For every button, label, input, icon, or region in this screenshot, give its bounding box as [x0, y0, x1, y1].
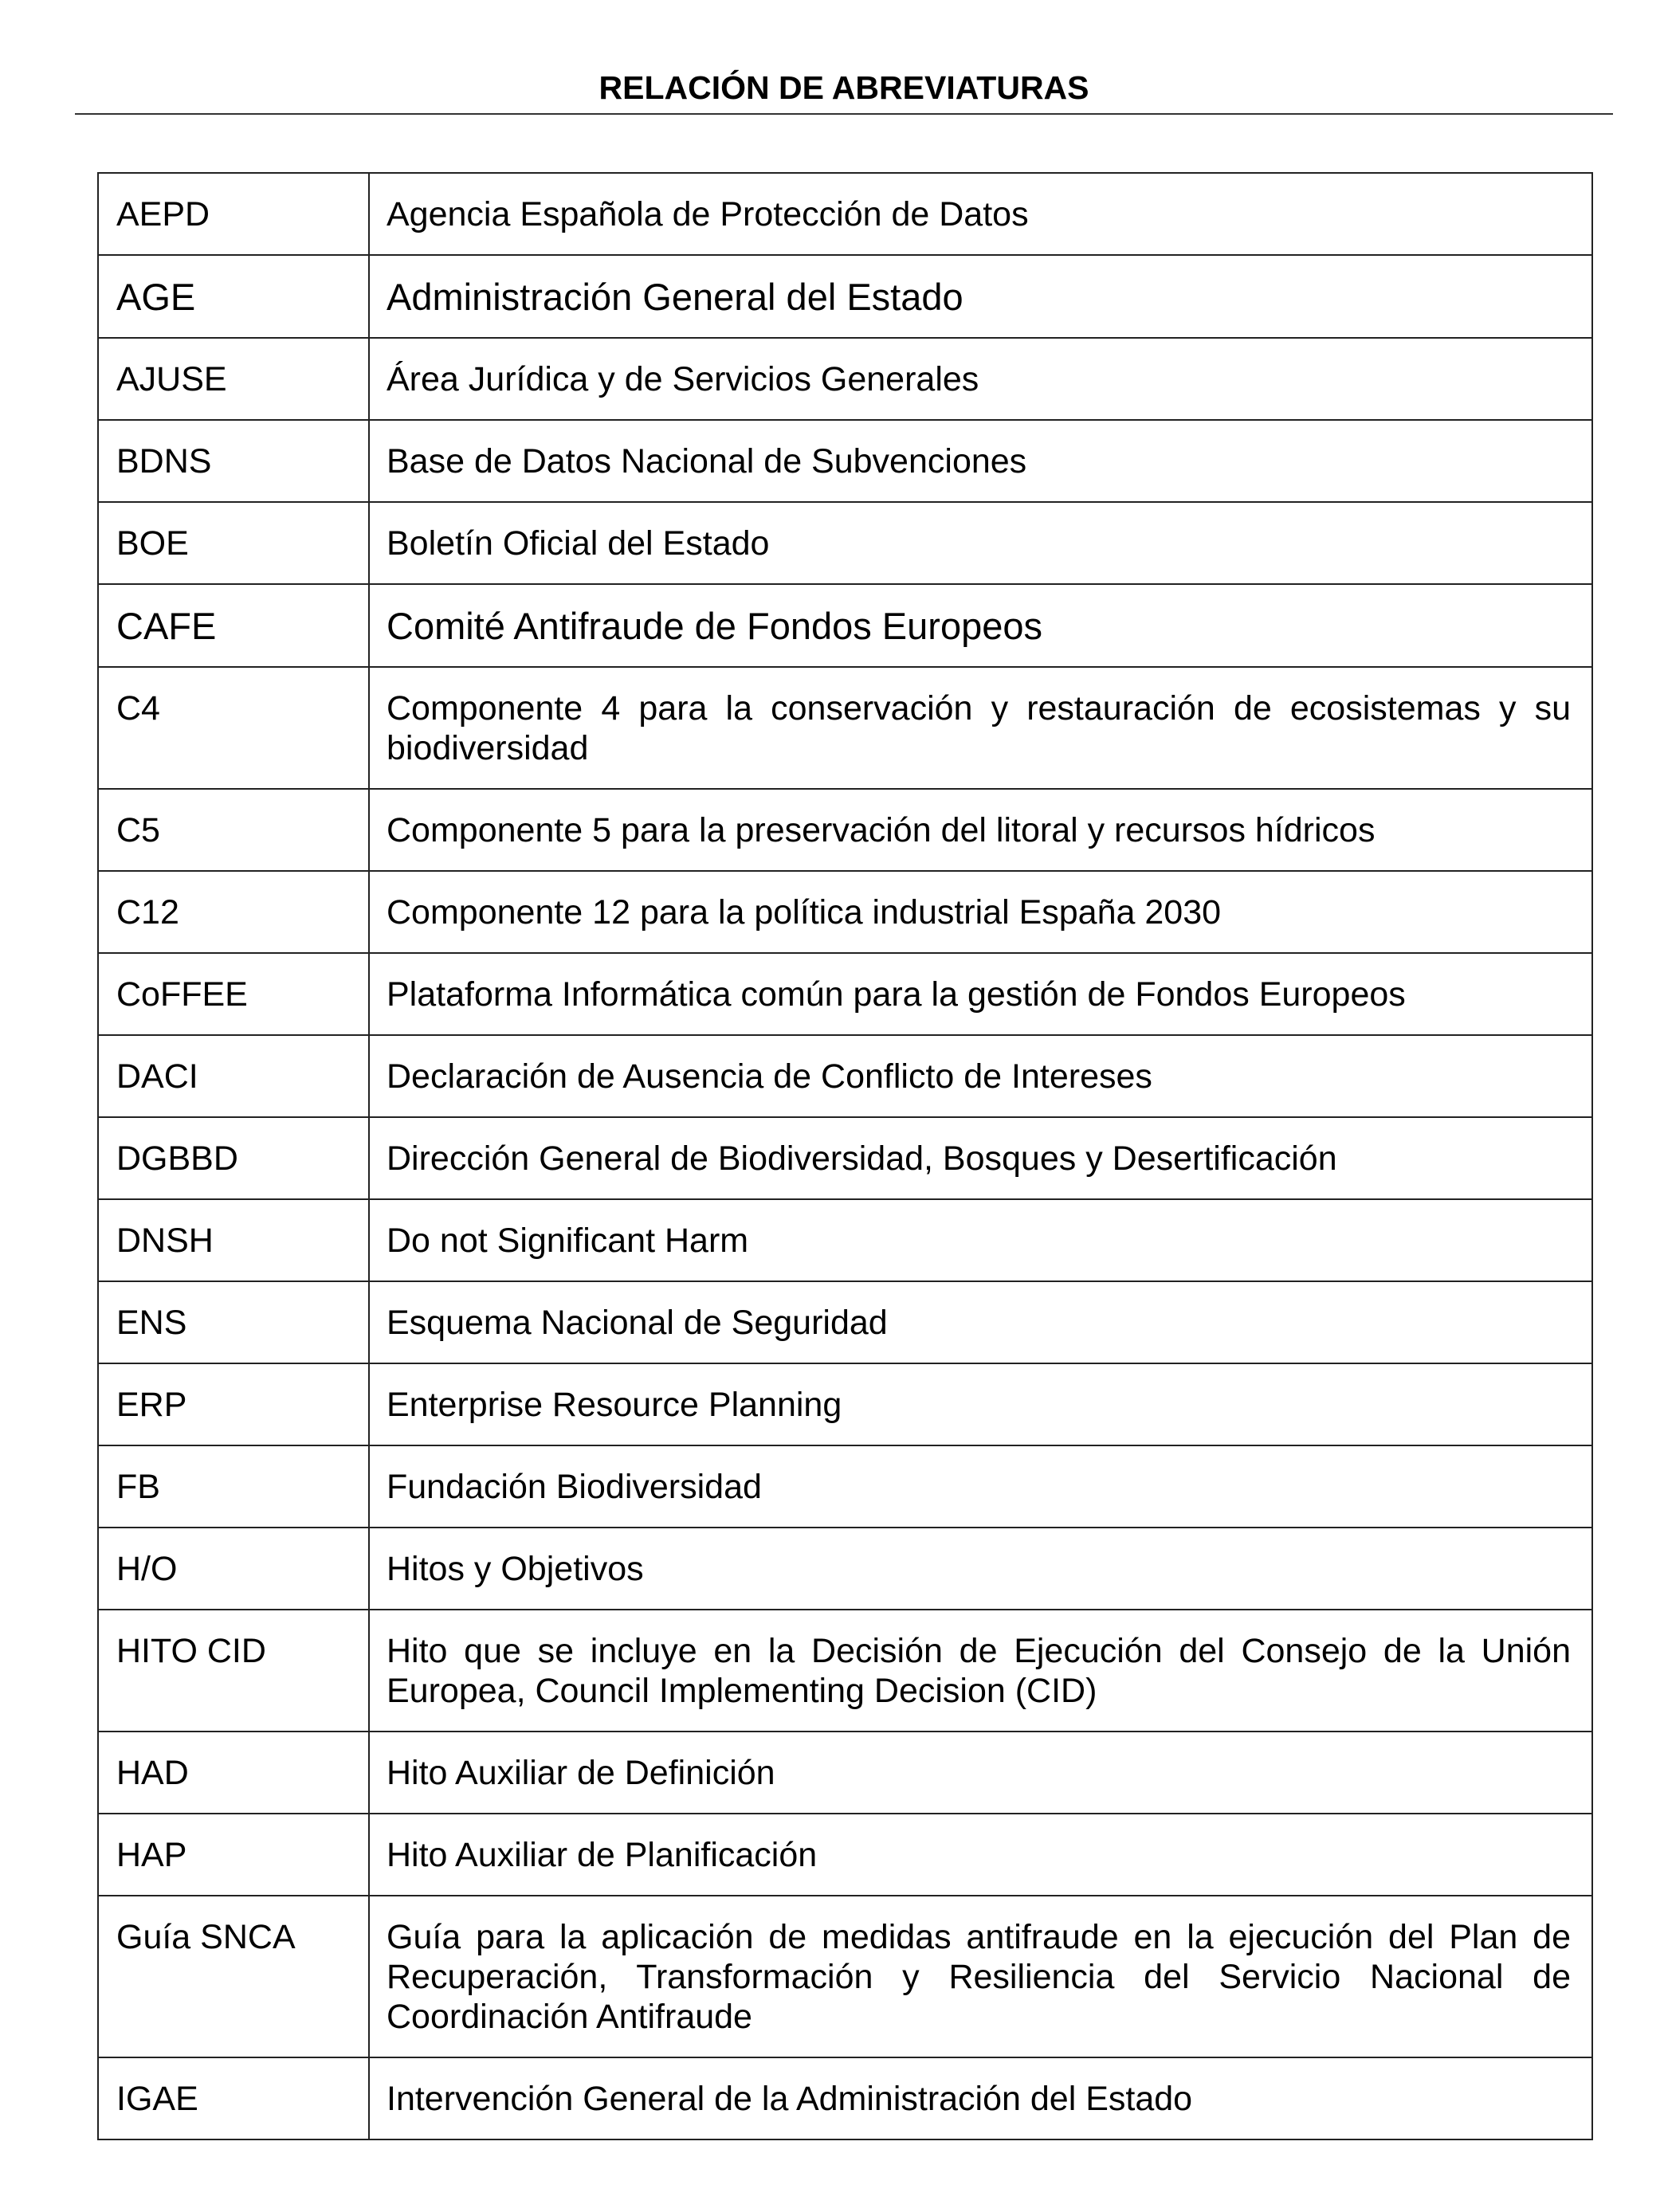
table-row: [98, 1117, 1592, 1199]
abbreviation-cell: HITO CID: [98, 1610, 369, 1732]
table-row: [98, 1610, 1592, 1732]
meaning-cell: Declaración de Ausencia de Conflicto de Intereses: [369, 1035, 1592, 1117]
abbreviation-cell: ERP: [98, 1363, 369, 1445]
abbreviation-cell: BOE: [98, 502, 369, 584]
table-row: [98, 667, 1592, 789]
table-row: [98, 1035, 1592, 1117]
page-title: RELACIÓN DE ABREVIATURAS: [598, 69, 1089, 106]
meaning-cell: Boletín Oficial del Estado: [369, 502, 1592, 584]
meaning-cell: Guía para la aplicación de medidas antifraude en la ejecución del Plan de Recuperación, Transformación y Resiliencia del Servicio Nacional de Coordinación Antifraude: [369, 1896, 1592, 2057]
abbreviation-cell: AJUSE: [98, 338, 369, 420]
table-row: [98, 1363, 1592, 1445]
table-row: [98, 1281, 1592, 1363]
abbreviation-cell: FB: [98, 1445, 369, 1528]
meaning-cell: Área Jurídica y de Servicios Generales: [369, 338, 1592, 420]
table-row: [98, 1199, 1592, 1281]
meaning-cell: Agencia Española de Protección de Datos: [369, 173, 1592, 255]
abbreviation-cell: C4: [98, 667, 369, 789]
abbreviation-cell: AEPD: [98, 173, 369, 255]
abbreviation-cell: CAFE: [98, 584, 369, 667]
table-row: [98, 420, 1592, 502]
table-row: [98, 1814, 1592, 1896]
meaning-cell: Enterprise Resource Planning: [369, 1363, 1592, 1445]
table-row: [98, 255, 1592, 338]
table-row: [98, 338, 1592, 420]
abbreviations-table: [97, 172, 1593, 2140]
table-row: [98, 502, 1592, 584]
meaning-cell: Dirección General de Biodiversidad, Bosques y Desertificación: [369, 1117, 1592, 1199]
abbreviation-cell: ENS: [98, 1281, 369, 1363]
abbreviation-cell: C5: [98, 789, 369, 871]
table-row: [98, 173, 1592, 255]
abbreviation-cell: DGBBD: [98, 1117, 369, 1199]
abbreviation-cell: HAD: [98, 1732, 369, 1814]
table-row: [98, 953, 1592, 1035]
meaning-cell: Hito Auxiliar de Definición: [369, 1732, 1592, 1814]
meaning-cell: Intervención General de la Administración del Estado: [369, 2057, 1592, 2139]
meaning-cell: Hito Auxiliar de Planificación: [369, 1814, 1592, 1896]
meaning-cell: Hitos y Objetivos: [369, 1528, 1592, 1610]
abbreviation-cell: IGAE: [98, 2057, 369, 2139]
meaning-cell: Componente 4 para la conservación y restauración de ecosistemas y su biodiversidad: [369, 667, 1592, 789]
abbreviation-cell: BDNS: [98, 420, 369, 502]
table-row: [98, 789, 1592, 871]
meaning-cell: Componente 5 para la preservación del litoral y recursos hídricos: [369, 789, 1592, 871]
table-row: [98, 1445, 1592, 1528]
header-rule: [75, 113, 1613, 115]
abbreviation-cell: Guía SNCA: [98, 1896, 369, 2057]
meaning-cell: Administración General del Estado: [369, 255, 1592, 338]
table-row: [98, 584, 1592, 667]
meaning-cell: Hito que se incluye en la Decisión de Ejecución del Consejo de la Unión Europea, Council Implementing Decision (CID): [369, 1610, 1592, 1732]
abbreviation-cell: DACI: [98, 1035, 369, 1117]
meaning-cell: Base de Datos Nacional de Subvenciones: [369, 420, 1592, 502]
meaning-cell: Plataforma Informática común para la gestión de Fondos Europeos: [369, 953, 1592, 1035]
table-row: [98, 871, 1592, 953]
meaning-cell: Do not Significant Harm: [369, 1199, 1592, 1281]
abbreviation-cell: DNSH: [98, 1199, 369, 1281]
abbreviation-cell: H/O: [98, 1528, 369, 1610]
abbreviation-cell: CoFFEE: [98, 953, 369, 1035]
abbreviation-cell: C12: [98, 871, 369, 953]
meaning-cell: Esquema Nacional de Seguridad: [369, 1281, 1592, 1363]
meaning-cell: Componente 12 para la política industrial España 2030: [369, 871, 1592, 953]
table-row: [98, 2057, 1592, 2139]
table-row: [98, 1528, 1592, 1610]
table-row: [98, 1732, 1592, 1814]
abbreviation-cell: HAP: [98, 1814, 369, 1896]
table-row: [98, 1896, 1592, 2057]
abbreviations-table-body: [98, 173, 1592, 2139]
page-header: [75, 69, 1613, 107]
meaning-cell: Comité Antifraude de Fondos Europeos: [369, 584, 1592, 667]
meaning-cell: Fundación Biodiversidad: [369, 1445, 1592, 1528]
abbreviation-cell: AGE: [98, 255, 369, 338]
